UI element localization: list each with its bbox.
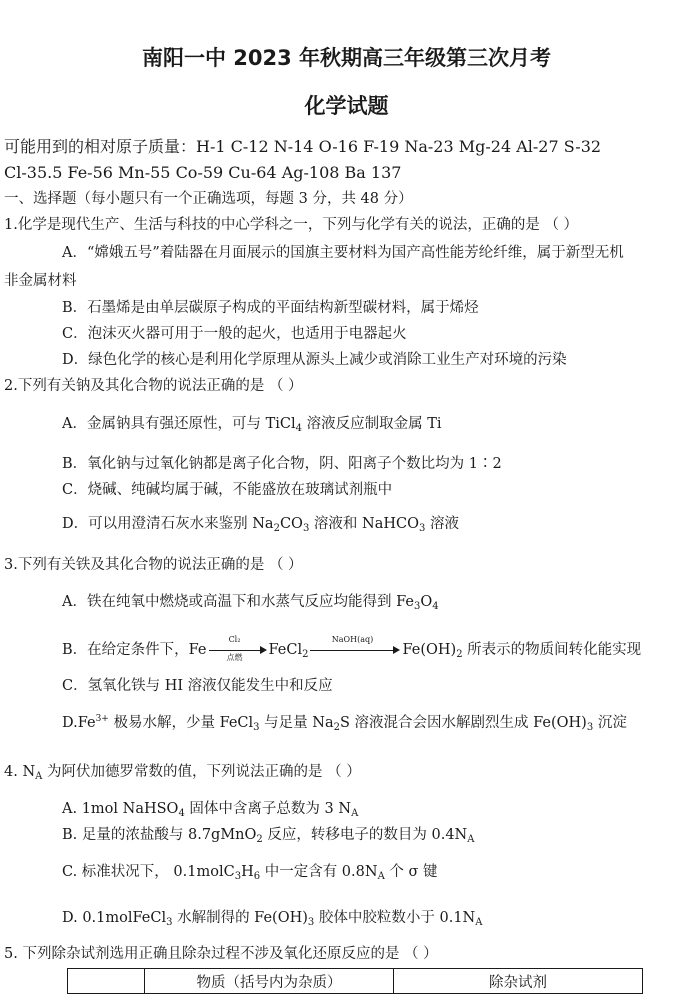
q3-option-a: A．铁在纯氧中燃烧或高温下和水蒸气反应均能得到 $Fe_3O_4$: [62, 594, 439, 612]
q3-stem: 3.下列有关铁及其化合物的说法正确的是 （ ）: [4, 557, 303, 573]
q2-option-d: D．可以用澄清石灰水来鉴别 $Na_2CO_3$ 溶液和 NaHCO$_3$ 溶液: [62, 516, 459, 534]
q4-option-c: C. 标准状况下， $0.1molC_3H_6$ 中一定含有 $0.8N_A$ 个 σ 键: [62, 864, 438, 882]
atomic-masses-line1: 可能用到的相对原子质量：H-1 C-12 N-14 O-16 F-19 Na-23 Mg-24 Al-27 S-32: [4, 137, 602, 156]
q4-option-a: A. 1mol NaHSO$_4$ 固体中含离子总数为 3 $N_A$: [62, 801, 359, 819]
atomic-masses-line2: Cl-35.5 Fe-56 Mn-55 Co-59 Cu-64 Ag-108 Ba 137: [4, 163, 402, 182]
q1-option-a-line1: A．“嫦娥五号”着陆器在月面展示的国旗主要材料为国产高性能芳纶纤维，属于新型无机: [62, 245, 624, 261]
q1-option-d: D．绿色化学的核心是利用化学原理从源头上减少或消除工业生产对环境的污染: [62, 352, 567, 368]
q5-stem: 5. 下列除杂试剂选用正确且除杂过程不涉及氧化还原反应的是 （ ）: [4, 946, 438, 962]
exam-title: 南阳一中 2023 年秋期高三年级第三次月考: [141, 46, 552, 70]
q1-option-a-line2: 非金属材料: [4, 273, 77, 289]
q3-option-c: C．氢氧化铁与 HI 溶液仅能发生中和反应: [62, 678, 333, 694]
q2-option-c: C．烧碱、纯碱均属于碱，不能盛放在玻璃试剂瓶中: [62, 482, 393, 498]
q5-table-header-row: [68, 969, 643, 994]
q1-stem: 1.化学是现代生产、生活与科技的中心学科之一，下列与化学有关的说法，正确的是 （ ）: [4, 217, 579, 233]
exam-subtitle: 化学试题: [304, 94, 389, 118]
q2-stem: 2.下列有关钠及其化合物的说法正确的是 （ ）: [4, 378, 303, 394]
q5-table-header-cell: 物质（括号内为杂质）: [145, 969, 394, 994]
q4-option-b: B. 足量的浓盐酸与 8.7gMnO$_2$ 反应，转移电子的数目为 $0.4N_A$: [62, 827, 475, 845]
q5-table-header-cell: [68, 969, 145, 994]
q4-option-d: D. 0.1molFeCl$_3$ 水解制得的 $Fe(OH)_3$ 胶体中胶粒数小于 $0.1N_A$: [62, 910, 483, 928]
q2-option-b: B．氧化钠与过氧化钠都是离子化合物，阴、阳离子个数比均为 1∶2: [62, 456, 502, 472]
reaction-arrow-1: Cl₂ 点燃: [209, 643, 267, 657]
q5-table: [67, 968, 643, 994]
q5-table-header-cell: 除杂试剂: [394, 969, 643, 994]
q2-option-a: A．金属钠具有强还原性，可与 TiCl$_4$ 溶液反应制取金属 Ti: [62, 416, 442, 434]
q3-option-d: $D.Fe^{3+}$ 极易水解，少量 FeCl$_3$ 与足量 $Na_2S$ 溶液混合会因水解剧烈生成 $Fe(OH)_3$ 沉淀: [62, 714, 627, 733]
reaction-arrow-2: NaOH(aq): [310, 643, 400, 657]
q1-option-c: C．泡沫灭火器可用于一般的起火，也适用于电器起火: [62, 326, 407, 342]
q1-option-b: B．石墨烯是由单层碳原子构成的平面结构新型碳材料，属于烯烃: [62, 300, 479, 316]
q4-stem: 4. $N_A$ 为阿伏加德罗常数的值，下列说法正确的是 （ ）: [4, 764, 361, 782]
q3-option-b: B．在给定条件下，Fe Cl₂ 点燃 FeCl$_2$ NaOH(aq) $Fe(OH)_2$ 所表示的物质间转化能实现: [62, 635, 642, 662]
section-heading: 一、选择题（每小题只有一个正确选项，每题 3 分，共 48 分）: [4, 191, 413, 207]
